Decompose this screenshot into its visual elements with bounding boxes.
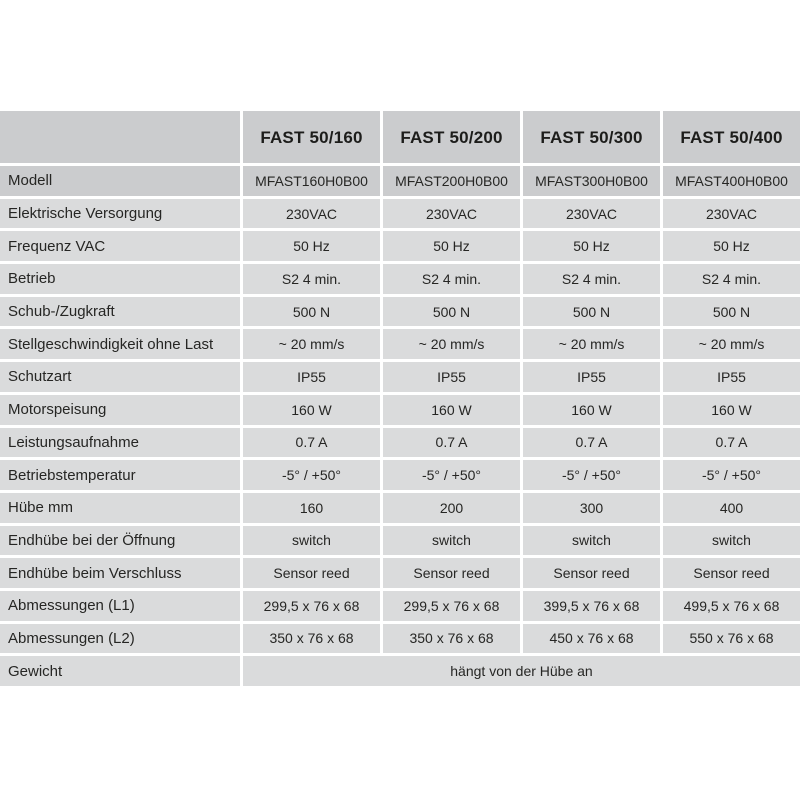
spec-table xyxy=(0,111,800,686)
spec-value: 50 Hz xyxy=(523,231,660,261)
spec-value: IP55 xyxy=(663,362,800,392)
spec-value: MFAST200H0B00 xyxy=(383,166,520,196)
spec-value: IP55 xyxy=(243,362,380,392)
row-label-stellgeschwindigkeit: Stellgeschwindigkeit ohne Last xyxy=(0,329,240,359)
spec-value: 500 N xyxy=(383,297,520,327)
spec-value: ~ 20 mm/s xyxy=(663,329,800,359)
spec-value: 50 Hz xyxy=(243,231,380,261)
row-label-leistungsaufnahme: Leistungsaufnahme xyxy=(0,428,240,458)
spec-value: 160 W xyxy=(663,395,800,425)
spec-value: 50 Hz xyxy=(663,231,800,261)
spec-value: S2 4 min. xyxy=(383,264,520,294)
row-label-frequenz-vac: Frequenz VAC xyxy=(0,231,240,261)
spec-value: 50 Hz xyxy=(383,231,520,261)
spec-value: 230VAC xyxy=(523,199,660,229)
column-header-fast-50-160: FAST 50/160 xyxy=(243,111,380,163)
row-label-endhuebe-oeffnung: Endhübe bei der Öffnung xyxy=(0,526,240,556)
spec-value: -5° / +50° xyxy=(383,460,520,490)
spec-value: 299,5 x 76 x 68 xyxy=(243,591,380,621)
row-label-abmessungen-l1: Abmessungen (L1) xyxy=(0,591,240,621)
spec-value: 500 N xyxy=(663,297,800,327)
column-header-fast-50-200: FAST 50/200 xyxy=(383,111,520,163)
row-label-elektrische-versorgung: Elektrische Versorgung xyxy=(0,199,240,229)
row-label-huebe-mm: Hübe mm xyxy=(0,493,240,523)
spec-value: MFAST160H0B00 xyxy=(243,166,380,196)
spec-value: 160 xyxy=(243,493,380,523)
spec-value: 550 x 76 x 68 xyxy=(663,624,800,654)
spec-value: 160 W xyxy=(243,395,380,425)
spec-value: 500 N xyxy=(523,297,660,327)
spec-value: Sensor reed xyxy=(243,558,380,588)
spec-value: -5° / +50° xyxy=(523,460,660,490)
row-label-betriebstemperatur: Betriebstemperatur xyxy=(0,460,240,490)
spec-value: S2 4 min. xyxy=(663,264,800,294)
spec-value: MFAST400H0B00 xyxy=(663,166,800,196)
column-header-fast-50-400: FAST 50/400 xyxy=(663,111,800,163)
spec-value: switch xyxy=(243,526,380,556)
spec-value: 400 xyxy=(663,493,800,523)
spec-value: 0.7 A xyxy=(523,428,660,458)
spec-value: switch xyxy=(663,526,800,556)
spec-value: 230VAC xyxy=(243,199,380,229)
row-label-schub-zugkraft: Schub-/Zugkraft xyxy=(0,297,240,327)
spec-value: S2 4 min. xyxy=(243,264,380,294)
spec-value: MFAST300H0B00 xyxy=(523,166,660,196)
spec-value: S2 4 min. xyxy=(523,264,660,294)
spec-value: 200 xyxy=(383,493,520,523)
spec-value: 230VAC xyxy=(383,199,520,229)
spec-value: 299,5 x 76 x 68 xyxy=(383,591,520,621)
row-label-abmessungen-l2: Abmessungen (L2) xyxy=(0,624,240,654)
spec-value: 499,5 x 76 x 68 xyxy=(663,591,800,621)
spec-value: -5° / +50° xyxy=(243,460,380,490)
row-label-betrieb: Betrieb xyxy=(0,264,240,294)
spec-value: 350 x 76 x 68 xyxy=(243,624,380,654)
row-label-endhuebe-verschluss: Endhübe beim Verschluss xyxy=(0,558,240,588)
spec-value: Sensor reed xyxy=(663,558,800,588)
spec-value: 0.7 A xyxy=(243,428,380,458)
spec-value: switch xyxy=(523,526,660,556)
spec-value: 160 W xyxy=(523,395,660,425)
spec-value: Sensor reed xyxy=(383,558,520,588)
spec-value: 0.7 A xyxy=(383,428,520,458)
spec-value: 230VAC xyxy=(663,199,800,229)
spec-value: 160 W xyxy=(383,395,520,425)
row-label-schutzart: Schutzart xyxy=(0,362,240,392)
spec-value: 500 N xyxy=(243,297,380,327)
row-label-gewicht: Gewicht xyxy=(0,656,240,686)
spec-value: IP55 xyxy=(383,362,520,392)
spec-value: switch xyxy=(383,526,520,556)
spec-value: 0.7 A xyxy=(663,428,800,458)
merged-spec-value-gewicht: hängt von der Hübe an xyxy=(243,656,800,686)
table-corner-cell xyxy=(0,111,240,163)
spec-value: ~ 20 mm/s xyxy=(383,329,520,359)
spec-value: ~ 20 mm/s xyxy=(523,329,660,359)
spec-value: 300 xyxy=(523,493,660,523)
spec-value: IP55 xyxy=(523,362,660,392)
spec-value: 399,5 x 76 x 68 xyxy=(523,591,660,621)
spec-value: Sensor reed xyxy=(523,558,660,588)
column-header-fast-50-300: FAST 50/300 xyxy=(523,111,660,163)
spec-value: 450 x 76 x 68 xyxy=(523,624,660,654)
row-label-modell: Modell xyxy=(0,166,240,196)
spec-value: -5° / +50° xyxy=(663,460,800,490)
spec-value: 350 x 76 x 68 xyxy=(383,624,520,654)
row-label-motorspeisung: Motorspeisung xyxy=(0,395,240,425)
spec-value: ~ 20 mm/s xyxy=(243,329,380,359)
